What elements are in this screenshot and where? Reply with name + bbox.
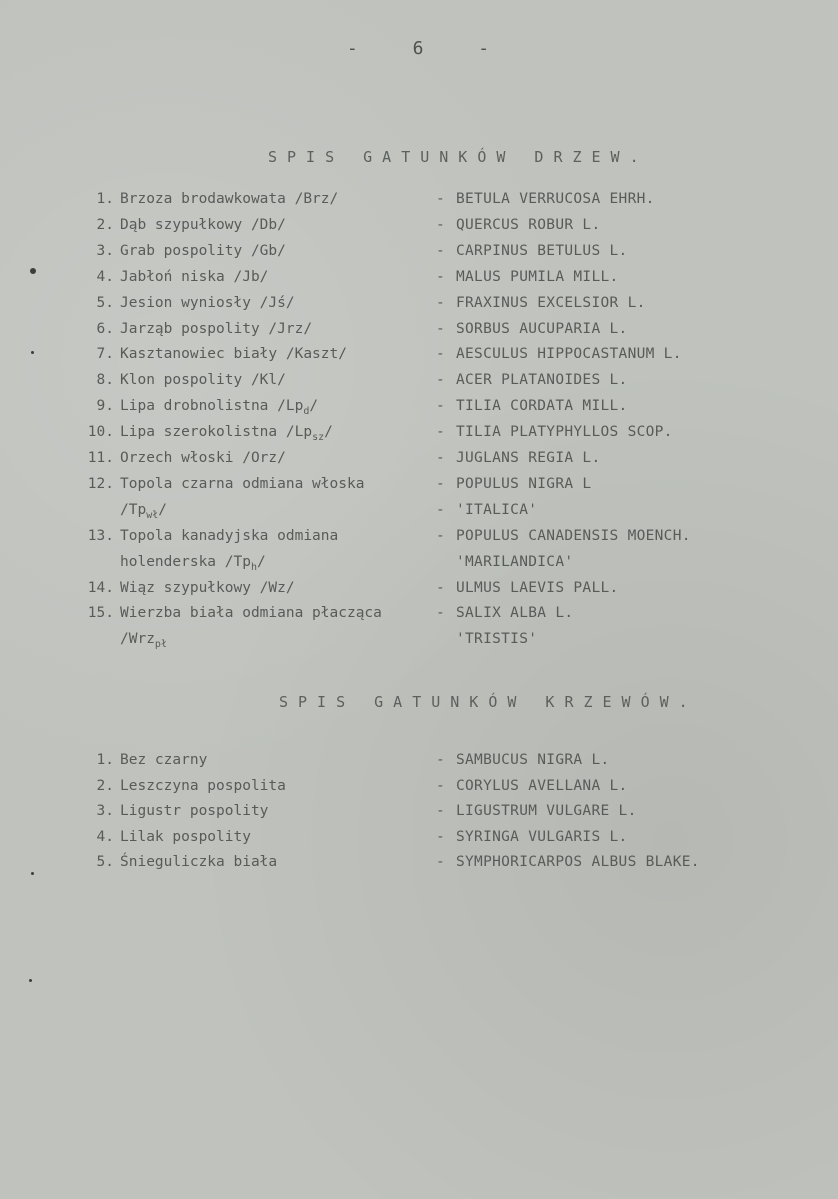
- polish-name: [120, 802, 268, 820]
- abbreviation-close: /: [309, 398, 319, 415]
- margin-punch-mark: [29, 979, 32, 982]
- latin-name: QUERCUS ROBUR L.: [456, 216, 601, 233]
- polish-name-text: Brzoza brodawkowata /Brz/: [120, 191, 339, 207]
- item-number: 10.: [87, 424, 114, 441]
- polish-name: [120, 242, 286, 260]
- polish-name: [120, 777, 286, 795]
- polish-name-text: Leszczyna pospolita: [120, 777, 286, 794]
- polish-name: [120, 630, 167, 654]
- separator-dash: -: [436, 527, 445, 544]
- page-number-line: [0, 38, 838, 59]
- item-number: 7.: [96, 346, 114, 363]
- abbreviation-subscript: d: [303, 406, 310, 418]
- latin-name: TILIA PLATYPHYLLOS SCOP.: [456, 424, 673, 441]
- abbreviation-subscript: sz: [312, 432, 325, 444]
- polish-name: [120, 320, 312, 338]
- polish-name: [120, 604, 382, 622]
- page-number: 6: [412, 38, 426, 59]
- separator-dash: -: [436, 501, 445, 518]
- polish-name: [120, 294, 295, 312]
- polish-name: [120, 190, 338, 208]
- page-number-dash-left: -: [346, 38, 360, 59]
- polish-name: [120, 751, 207, 769]
- item-number: 11.: [87, 450, 114, 466]
- polish-name-text: Lipa szerokolistna /Lp: [120, 424, 313, 441]
- shrubs-heading: SPIS GATUNKÓW KRZEWÓW.: [279, 693, 698, 711]
- separator-dash: -: [436, 475, 445, 492]
- polish-name-text: Lipa drobnolistna /Lp: [120, 398, 304, 415]
- abbreviation-close: /: [256, 553, 266, 570]
- latin-name: LIGUSTRUM VULGARE L.: [456, 803, 637, 820]
- item-number: 15.: [87, 605, 114, 622]
- polish-name: [120, 853, 277, 871]
- separator-dash: -: [436, 777, 445, 794]
- item-number: 3.: [96, 242, 114, 259]
- margin-punch-mark: [31, 351, 34, 354]
- polish-name: [120, 553, 266, 577]
- latin-name: SYMPHORICARPOS ALBUS BLAKE.: [456, 854, 700, 871]
- abbreviation-subscript: wł: [146, 509, 159, 521]
- latin-name: 'TRISTIS': [456, 631, 538, 648]
- polish-name-text: Ligustr pospolity: [120, 803, 269, 820]
- polish-name: [120, 371, 286, 389]
- separator-dash: -: [436, 579, 445, 596]
- separator-dash: -: [436, 424, 445, 441]
- latin-name: ACER PLATANOIDES L.: [456, 372, 628, 389]
- polish-name-text: Topola kanadyjska odmiana: [120, 527, 339, 544]
- polish-name: [120, 579, 295, 597]
- polish-name: [120, 828, 251, 846]
- separator-dash: -: [436, 191, 445, 207]
- polish-name: [120, 397, 318, 421]
- item-number: 1.: [96, 191, 114, 207]
- separator-dash: -: [436, 372, 445, 389]
- item-number: 3.: [96, 803, 114, 820]
- polish-name-text: Dąb szypułkowy /Db/: [120, 216, 286, 233]
- polish-name-text: Orzech włoski /Orz/: [120, 450, 286, 466]
- latin-name: MALUS PUMILA MILL.: [456, 268, 619, 285]
- separator-dash: -: [436, 605, 445, 622]
- page-number-dash-right: -: [478, 38, 492, 59]
- polish-name: [120, 268, 268, 286]
- latin-name: AESCULUS HIPPOCASTANUM L.: [456, 346, 682, 363]
- latin-name: TILIA CORDATA MILL.: [456, 398, 628, 415]
- latin-name: CORYLUS AVELLANA L.: [456, 777, 628, 794]
- polish-name-text: /Wrz: [120, 631, 155, 648]
- item-number: 5.: [96, 294, 114, 311]
- separator-dash: -: [436, 216, 445, 233]
- polish-name: [120, 216, 286, 234]
- latin-name: POPULUS CANADENSIS MOENCH.: [456, 527, 691, 544]
- item-number: 4.: [96, 828, 114, 845]
- polish-name-text: Wiąz szypułkowy /Wz/: [120, 579, 295, 596]
- latin-name: 'ITALICA': [456, 501, 538, 518]
- margin-punch-mark: [31, 872, 34, 875]
- polish-name: [120, 501, 167, 525]
- polish-name-text: Śnieguliczka biała: [120, 854, 278, 871]
- separator-dash: -: [436, 450, 445, 466]
- polish-name-text: Klon pospolity /Kl/: [120, 372, 286, 389]
- separator-dash: -: [436, 398, 445, 415]
- latin-name: SALIX ALBA L.: [456, 605, 574, 622]
- abbreviation-close: /: [158, 501, 167, 518]
- polish-name: [120, 475, 364, 493]
- separator-dash: -: [436, 242, 445, 259]
- polish-name-text: Jarząb pospolity /Jrz/: [120, 320, 313, 337]
- polish-name-text: /Tp: [120, 501, 147, 518]
- latin-name: POPULUS NIGRA L: [456, 475, 592, 492]
- latin-name: BETULA VERRUCOSA EHRH.: [456, 191, 655, 207]
- polish-name-text: Lilak pospolity: [120, 828, 251, 845]
- polish-name-text: Topola czarna odmiana włoska: [120, 475, 365, 492]
- item-number: 12.: [87, 475, 114, 492]
- separator-dash: -: [436, 294, 445, 311]
- polish-name-text: Jabłoń niska /Jb/: [120, 268, 269, 285]
- item-number: 2.: [96, 216, 114, 233]
- latin-name: SORBUS AUCUPARIA L.: [456, 320, 628, 337]
- separator-dash: -: [436, 803, 445, 820]
- item-number: 2.: [96, 777, 114, 794]
- separator-dash: -: [436, 828, 445, 845]
- polish-name: [120, 449, 286, 467]
- polish-name-text: Grab pospolity /Gb/: [120, 242, 286, 259]
- item-number: 1.: [96, 752, 114, 768]
- item-number: 8.: [96, 372, 114, 389]
- item-number: 13.: [87, 527, 114, 544]
- latin-name: SAMBUCUS NIGRA L.: [456, 752, 610, 768]
- item-number: 5.: [96, 854, 114, 871]
- latin-name: CARPINUS BETULUS L.: [456, 242, 628, 259]
- latin-name: 'MARILANDICA': [456, 553, 574, 570]
- latin-name: SYRINGA VULGARIS L.: [456, 828, 628, 845]
- polish-name: [120, 423, 333, 447]
- trees-heading: SPIS GATUNKÓW DRZEW.: [268, 148, 649, 166]
- latin-name: JUGLANS REGIA L.: [456, 450, 601, 466]
- item-number: 14.: [87, 579, 114, 596]
- item-number: 6.: [96, 320, 114, 337]
- separator-dash: -: [436, 346, 445, 363]
- abbreviation-close: /: [324, 424, 333, 441]
- separator-dash: -: [436, 752, 445, 768]
- separator-dash: -: [436, 320, 445, 337]
- margin-punch-mark: [30, 268, 36, 274]
- polish-name-text: Jesion wyniosły /Jś/: [120, 294, 295, 311]
- latin-name: FRAXINUS EXCELSIOR L.: [456, 294, 646, 311]
- polish-name: [120, 345, 347, 363]
- item-number: 4.: [96, 268, 114, 285]
- latin-name: ULMUS LAEVIS PALL.: [456, 579, 619, 596]
- abbreviation-subscript: pł: [154, 639, 167, 651]
- item-number: 9.: [96, 398, 114, 415]
- polish-name-text: Kasztanowiec biały /Kaszt/: [120, 346, 347, 363]
- polish-name-text: Bez czarny: [120, 752, 208, 768]
- separator-dash: -: [436, 268, 445, 285]
- abbreviation-subscript: h: [250, 561, 257, 573]
- polish-name: [120, 527, 338, 545]
- polish-name-text: Wierzba biała odmiana płacząca: [120, 605, 382, 622]
- polish-name-text: holenderska /Tp: [120, 553, 251, 570]
- separator-dash: -: [436, 854, 445, 871]
